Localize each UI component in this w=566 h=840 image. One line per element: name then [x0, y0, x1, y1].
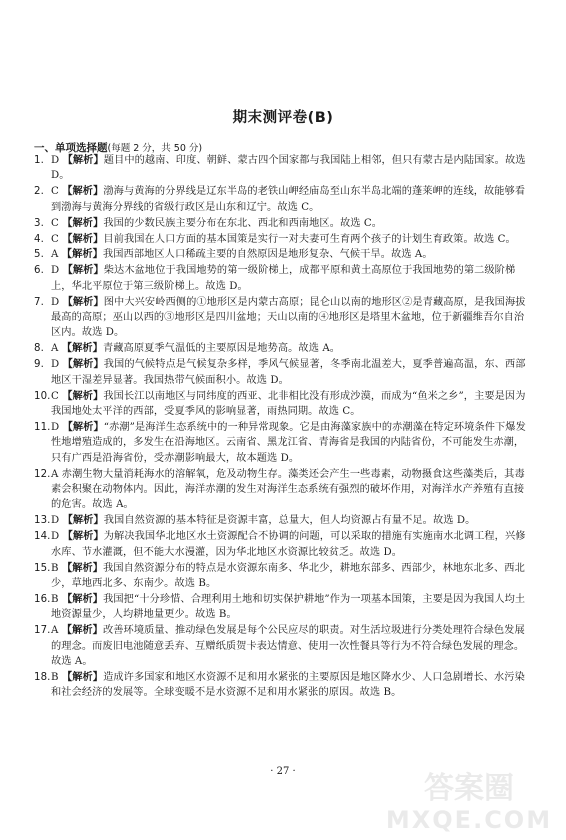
item-analysis-tag: 【解析】 — [62, 155, 104, 166]
watermark-top-text: 答案圈 — [424, 771, 514, 806]
answer-item — [34, 184, 534, 215]
item-number: 3. — [34, 217, 44, 229]
item-analysis-tag: 【解析】 — [62, 265, 104, 277]
item-explanation: 柴达木盆地位于我国地势的第一级阶梯上，成都平原和黄土高原位于我国地势的第二级阶梯上，华北平原位于第三级阶梯上。故选 D。 — [51, 265, 516, 292]
answer-item — [34, 153, 534, 184]
item-number: 17. — [34, 625, 51, 637]
item-number: 9. — [34, 359, 44, 371]
item-explanation: 造成许多国家和地区水资源不足和用水紧张的主要原因是地区降水少、人口急剧增长、水污染和社会经济的发展等。全球变暖不是水资源不足和用水紧张的原因。故选 B。 — [51, 671, 525, 699]
item-explanation: 我国长江以南地区与同纬度的西亚、北非相比没有形成沙漠，而成为“鱼米之乡”，主要是因为我国地处太平洋的西部，受夏季风的影响显著，雨热同期。故选 C。 — [51, 390, 526, 417]
item-analysis-tag: 【解析】 — [61, 671, 104, 683]
item-number: 12. — [34, 468, 51, 480]
item-answer: D — [51, 155, 63, 166]
item-number: 16. — [34, 593, 51, 605]
item-analysis-tag: 【解析】 — [61, 249, 103, 261]
item-analysis-tag: 【解析】 — [62, 186, 104, 198]
item-answer: D — [51, 265, 63, 277]
answer-item — [34, 232, 534, 247]
item-answer: C — [51, 390, 63, 402]
section-heading: 一、单项选择题 — [34, 142, 108, 154]
item-answer: A — [51, 249, 62, 261]
item-analysis-tag: 【解析】 — [62, 531, 104, 543]
item-answer: D — [51, 515, 63, 527]
item-explanation: 图中大兴安岭西侧的①地形区是内蒙古高原；昆仑山以南的地形区②是青藏高原，是我国海拔最高的高原；巫山以西的③地形区是四川盆地；天山以南的④地形区是塔里木盆地，位于新疆维吾尔自治区内。故选 D。 — [51, 296, 526, 339]
answer-item — [34, 467, 534, 513]
item-analysis-tag: 【解析】 — [62, 296, 104, 308]
item-answer: B — [51, 593, 62, 605]
item-explanation: 改善环境质量、推动绿色发展是每个公民应尽的职责。对生活垃圾进行分类处理符合绿色发展的理念。而废旧电池随意丢弃、互赠纸质贺卡表达情意、使用一次性餐具等行为不符合绿色发展的理念。故选 A。 — [51, 625, 525, 667]
answer-item — [34, 420, 534, 466]
item-number: 7. — [34, 296, 44, 308]
item-explanation: 赤潮生物大量消耗海水的溶解氧，危及动物生存。藻类还会产生一些毒素，动物摄食这些藻类后，其毒素会积聚在动物体内。因此，海洋赤潮的发生对海洋生态系统有强烈的破坏作用，对海洋水产养殖有直接的危害。故选 A。 — [51, 468, 525, 511]
item-explanation: 我国自然资源分布的特点是水资源东南多、华北少，耕地东部多、西部少，林地东北多、西北少，草地西北多、东南少。故选 B。 — [51, 562, 525, 589]
answer-item — [34, 623, 534, 669]
item-answer: D — [51, 531, 63, 543]
item-analysis-tag: 【解析】 — [62, 390, 104, 402]
item-explanation: “赤潮”是海洋生态系统中的一种异常现象。它是由海藻家族中的赤潮藻在特定环境条件下爆发性地增殖造成的，多发生在沿海地区。云南省、黑龙江省、青海省是我国的内陆省份，不可能发生赤潮，只有广西是沿海省份，受赤潮影响最大，故本题选 D。 — [51, 421, 526, 464]
item-number: 8. — [34, 343, 44, 355]
item-analysis-tag: 【解析】 — [61, 343, 103, 355]
item-explanation: 为解决我国华北地区水土资源配合不协调的问题，可以采取的措施有实施南水北调工程，兴修水库、节水灌溉，但不能大水漫灌，因为华北地区水资源比较贫乏。故选 D。 — [51, 531, 526, 558]
answer-item — [34, 670, 534, 701]
watermark-bottom-text: MXQE.COM — [385, 806, 553, 834]
item-analysis-tag: 【解析】 — [62, 359, 104, 371]
answer-item — [34, 513, 534, 528]
item-number: 18. — [34, 671, 51, 683]
item-number: 10. — [34, 390, 51, 402]
item-answer: A — [51, 625, 62, 637]
item-explanation: 题目中的越南、印度、朝鲜、蒙古四个国家都与我国陆上相邻，但只有蒙古是内陆国家。故选 D。 — [51, 155, 526, 182]
item-answer: D — [51, 421, 63, 433]
item-number: 5. — [34, 249, 44, 261]
item-answer: A — [51, 343, 62, 355]
answer-item — [34, 357, 534, 388]
item-number: 11. — [34, 421, 51, 433]
item-answer: C — [51, 217, 63, 229]
item-explanation: 我国的少数民族主要分布在东北、西北和西南地区。故选 C。 — [103, 217, 383, 229]
item-number: 14. — [34, 531, 51, 543]
page-title: 期末测评卷(B) — [232, 110, 334, 126]
answer-list — [34, 153, 534, 701]
page-number: · 27 · — [270, 766, 296, 777]
answer-item — [34, 529, 534, 560]
item-explanation: 目前我国在人口方面的基本国策是实行一对夫妻可生育两个孩子的计划生育政策。故选 C。 — [103, 233, 516, 245]
item-number: 6. — [34, 265, 44, 277]
item-analysis-tag: 【解析】 — [61, 562, 104, 574]
answer-item — [34, 592, 534, 623]
item-explanation: 我国西部地区人口稀疏主要的自然原因是地形复杂、气候干旱。故选 A。 — [102, 249, 433, 261]
item-explanation: 我国把“十分珍惜、合理利用土地和切实保护耕地”作为一项基本国策，主要是因为我国人均土地资源量少，人均耕地量更少。故选 B。 — [51, 593, 526, 621]
item-answer: B — [51, 562, 62, 574]
item-analysis-tag: 【解析】 — [62, 515, 104, 527]
section-score-note: (每题 2 分，共 50 分) — [107, 143, 203, 154]
watermark-logo — [384, 764, 554, 834]
answer-item — [34, 389, 534, 420]
item-analysis-tag: 【解析】 — [62, 217, 104, 229]
item-analysis-tag: 【解析】 — [62, 233, 104, 245]
item-answer: A — [51, 468, 62, 480]
item-number: 4. — [34, 233, 44, 245]
item-number: 2. — [34, 186, 44, 198]
item-answer: D — [51, 296, 63, 308]
item-analysis-tag: 【解析】 — [62, 421, 104, 433]
item-answer: C — [51, 186, 63, 198]
item-number: 13. — [34, 515, 51, 527]
item-answer: D — [51, 359, 63, 371]
item-explanation: 青藏高原夏季气温低的主要原因是地势高。故选 A。 — [102, 343, 341, 355]
item-answer: C — [51, 233, 63, 245]
item-answer: B — [51, 671, 62, 683]
item-explanation: 渤海与黄海的分界线是辽东半岛的老铁山岬经庙岛至山东半岛北端的蓬莱岬的连线，故能够看到渤海与黄海分界线的省级行政区是山东和辽宁。故选 C。 — [51, 186, 526, 213]
answer-item — [34, 561, 534, 592]
item-number: 15. — [34, 562, 51, 574]
answer-item — [34, 247, 534, 262]
answer-item — [34, 263, 534, 294]
item-analysis-tag: 【解析】 — [61, 593, 104, 605]
answer-item — [34, 295, 534, 341]
item-analysis-tag: 【解析】 — [61, 625, 103, 637]
answer-item — [34, 341, 534, 356]
item-explanation: 我国的气候特点是气候复杂多样，季风气候显著，冬季南北温差大，夏季普遍高温，东、西部地区干湿差异显著。我国热带气候面积小。故选 D。 — [51, 359, 526, 386]
item-explanation: 我国自然资源的基本特征是资源丰富，总量大，但人均资源占有量不足。故选 D。 — [103, 515, 476, 527]
answer-item — [34, 216, 534, 231]
item-number: 1. — [34, 155, 44, 166]
